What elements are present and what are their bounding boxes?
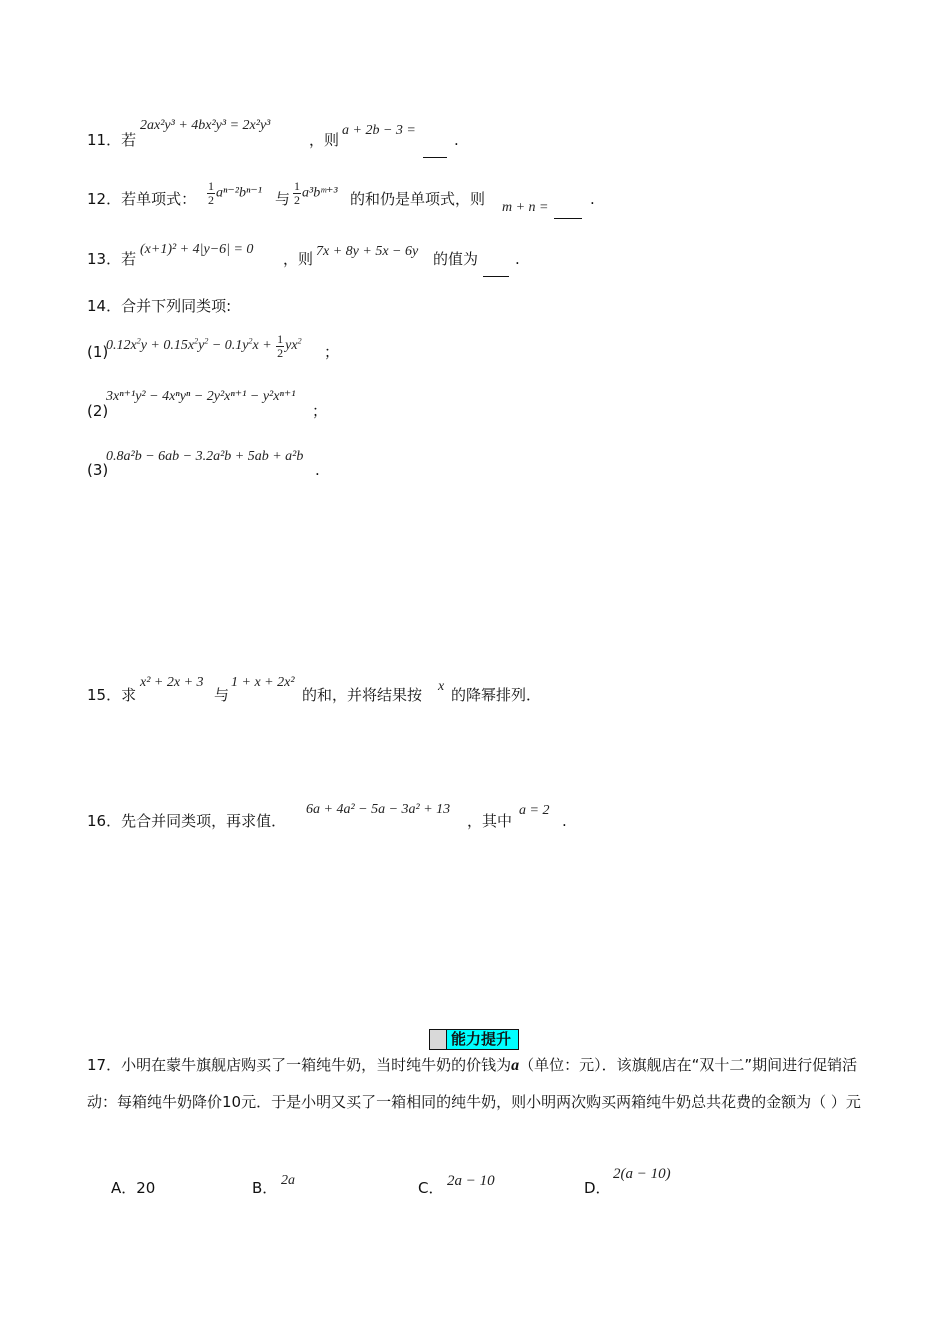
q15-tail-1: 的和，并将结果按	[302, 686, 423, 704]
half-fraction: $\frac{1}{2}$	[294, 179, 300, 207]
option-c-expr: 2a − 10	[447, 1173, 495, 1189]
option-a[interactable]: A．20	[111, 1179, 156, 1197]
q14-part-3-expr: 0.8a²b − 6ab − 3.2a²b + 5ab + a²b	[106, 449, 304, 464]
q16-end: .	[562, 812, 567, 830]
q12-term-1: $\frac{1}{2}$ aⁿ⁻²bⁿ⁻¹	[208, 179, 262, 207]
q14-part-2-expr: 3xⁿ⁺¹y² − 4xⁿyⁿ − 2y²xⁿ⁺¹ − y²xⁿ⁺¹	[106, 389, 296, 404]
section-title-badge: 能力提升	[429, 1029, 519, 1050]
option-b-expr: 2a	[281, 1173, 295, 1188]
q14-part-3-num: (3)	[87, 461, 109, 479]
q12-answer-blank[interactable]	[554, 207, 582, 222]
q14-part-2-end: ；	[312, 402, 328, 420]
q16-condition: a = 2	[519, 803, 550, 818]
option-d-expr: 2(a − 10)	[613, 1166, 671, 1182]
price-variable: a	[511, 1057, 520, 1074]
q16-where: ，其中	[467, 812, 513, 830]
q12-mid: 的和仍是单项式，则	[350, 190, 486, 208]
half-fraction: $\frac{1}{2}$	[208, 179, 214, 207]
q13-tail: 的值为	[433, 250, 479, 268]
q15-with: 与	[214, 686, 230, 704]
q11-then: ，则	[309, 131, 340, 149]
q15-expr-2: 1 + x + 2x²	[231, 675, 295, 690]
half-fraction: $\frac{1}{2}$	[277, 332, 284, 360]
q14-part-1-end: ；	[324, 343, 340, 361]
q13-condition: (x+1)² + 4|y−6| = 0	[140, 242, 254, 257]
q13-end: .	[515, 250, 520, 268]
q12-term-2: $\frac{1}{2}$ a³bᵐ⁺³	[294, 179, 338, 207]
question-11	[87, 133, 136, 148]
q11-label: 11．若	[87, 131, 137, 149]
q14-part-2-num: (2)	[87, 402, 109, 420]
option-d[interactable]: D．	[584, 1179, 611, 1197]
q15-tail-2: 的降幂排列．	[451, 686, 542, 704]
q11-ask: a + 2b − 3 =	[342, 123, 416, 138]
q11-answer-blank[interactable]	[423, 146, 447, 161]
question-12: 12．若单项式：	[87, 190, 197, 208]
q16-expr: 6a + 4a² − 5a − 3a² + 13	[306, 802, 451, 817]
q15-var: x	[438, 679, 445, 694]
q12-with: 与	[275, 190, 291, 208]
question-17: 17．小明在蒙牛旗舰店购买了一箱纯牛奶，当时纯牛奶的价钱为a（单位：元）．该旗舰店在“双十二”期间进行促销活动：每箱纯牛奶降价10元．于是小明又买了一箱相同的纯牛奶，则小明两次购买两箱纯牛奶总共花费的金额为（ ）元	[87, 1056, 861, 1111]
question-14: 14．合并下列同类项:	[87, 297, 232, 315]
q11-equation: 2ax²y³ + 4bx²y³ = 2x²y³	[140, 118, 271, 133]
question-13: 13．若	[87, 250, 137, 268]
q14-part-3-end: .	[315, 461, 320, 479]
q12-ask: m + n =	[502, 200, 549, 215]
q15-expr-1: x² + 2x + 3	[140, 675, 204, 690]
q12-end: .	[590, 190, 595, 208]
option-c[interactable]: C．	[418, 1179, 444, 1197]
q13-then: ，则	[283, 250, 314, 268]
q13-expression: 7x + 8y + 5x − 6y	[316, 244, 419, 259]
question-15: 15．求	[87, 686, 137, 704]
q14-part-1-expr: $0.12x^2y + 0.15x^2y^2 - 0.1y^2x$ + $\frac{1}{2}$ $yx^2$	[106, 332, 302, 360]
question-16: 16．先合并同类项，再求值．	[87, 812, 287, 830]
q14-part-1-num: (1)	[87, 343, 109, 361]
q11-end: .	[454, 131, 459, 149]
option-b[interactable]: B．	[252, 1179, 278, 1197]
q13-answer-blank[interactable]	[483, 265, 509, 280]
